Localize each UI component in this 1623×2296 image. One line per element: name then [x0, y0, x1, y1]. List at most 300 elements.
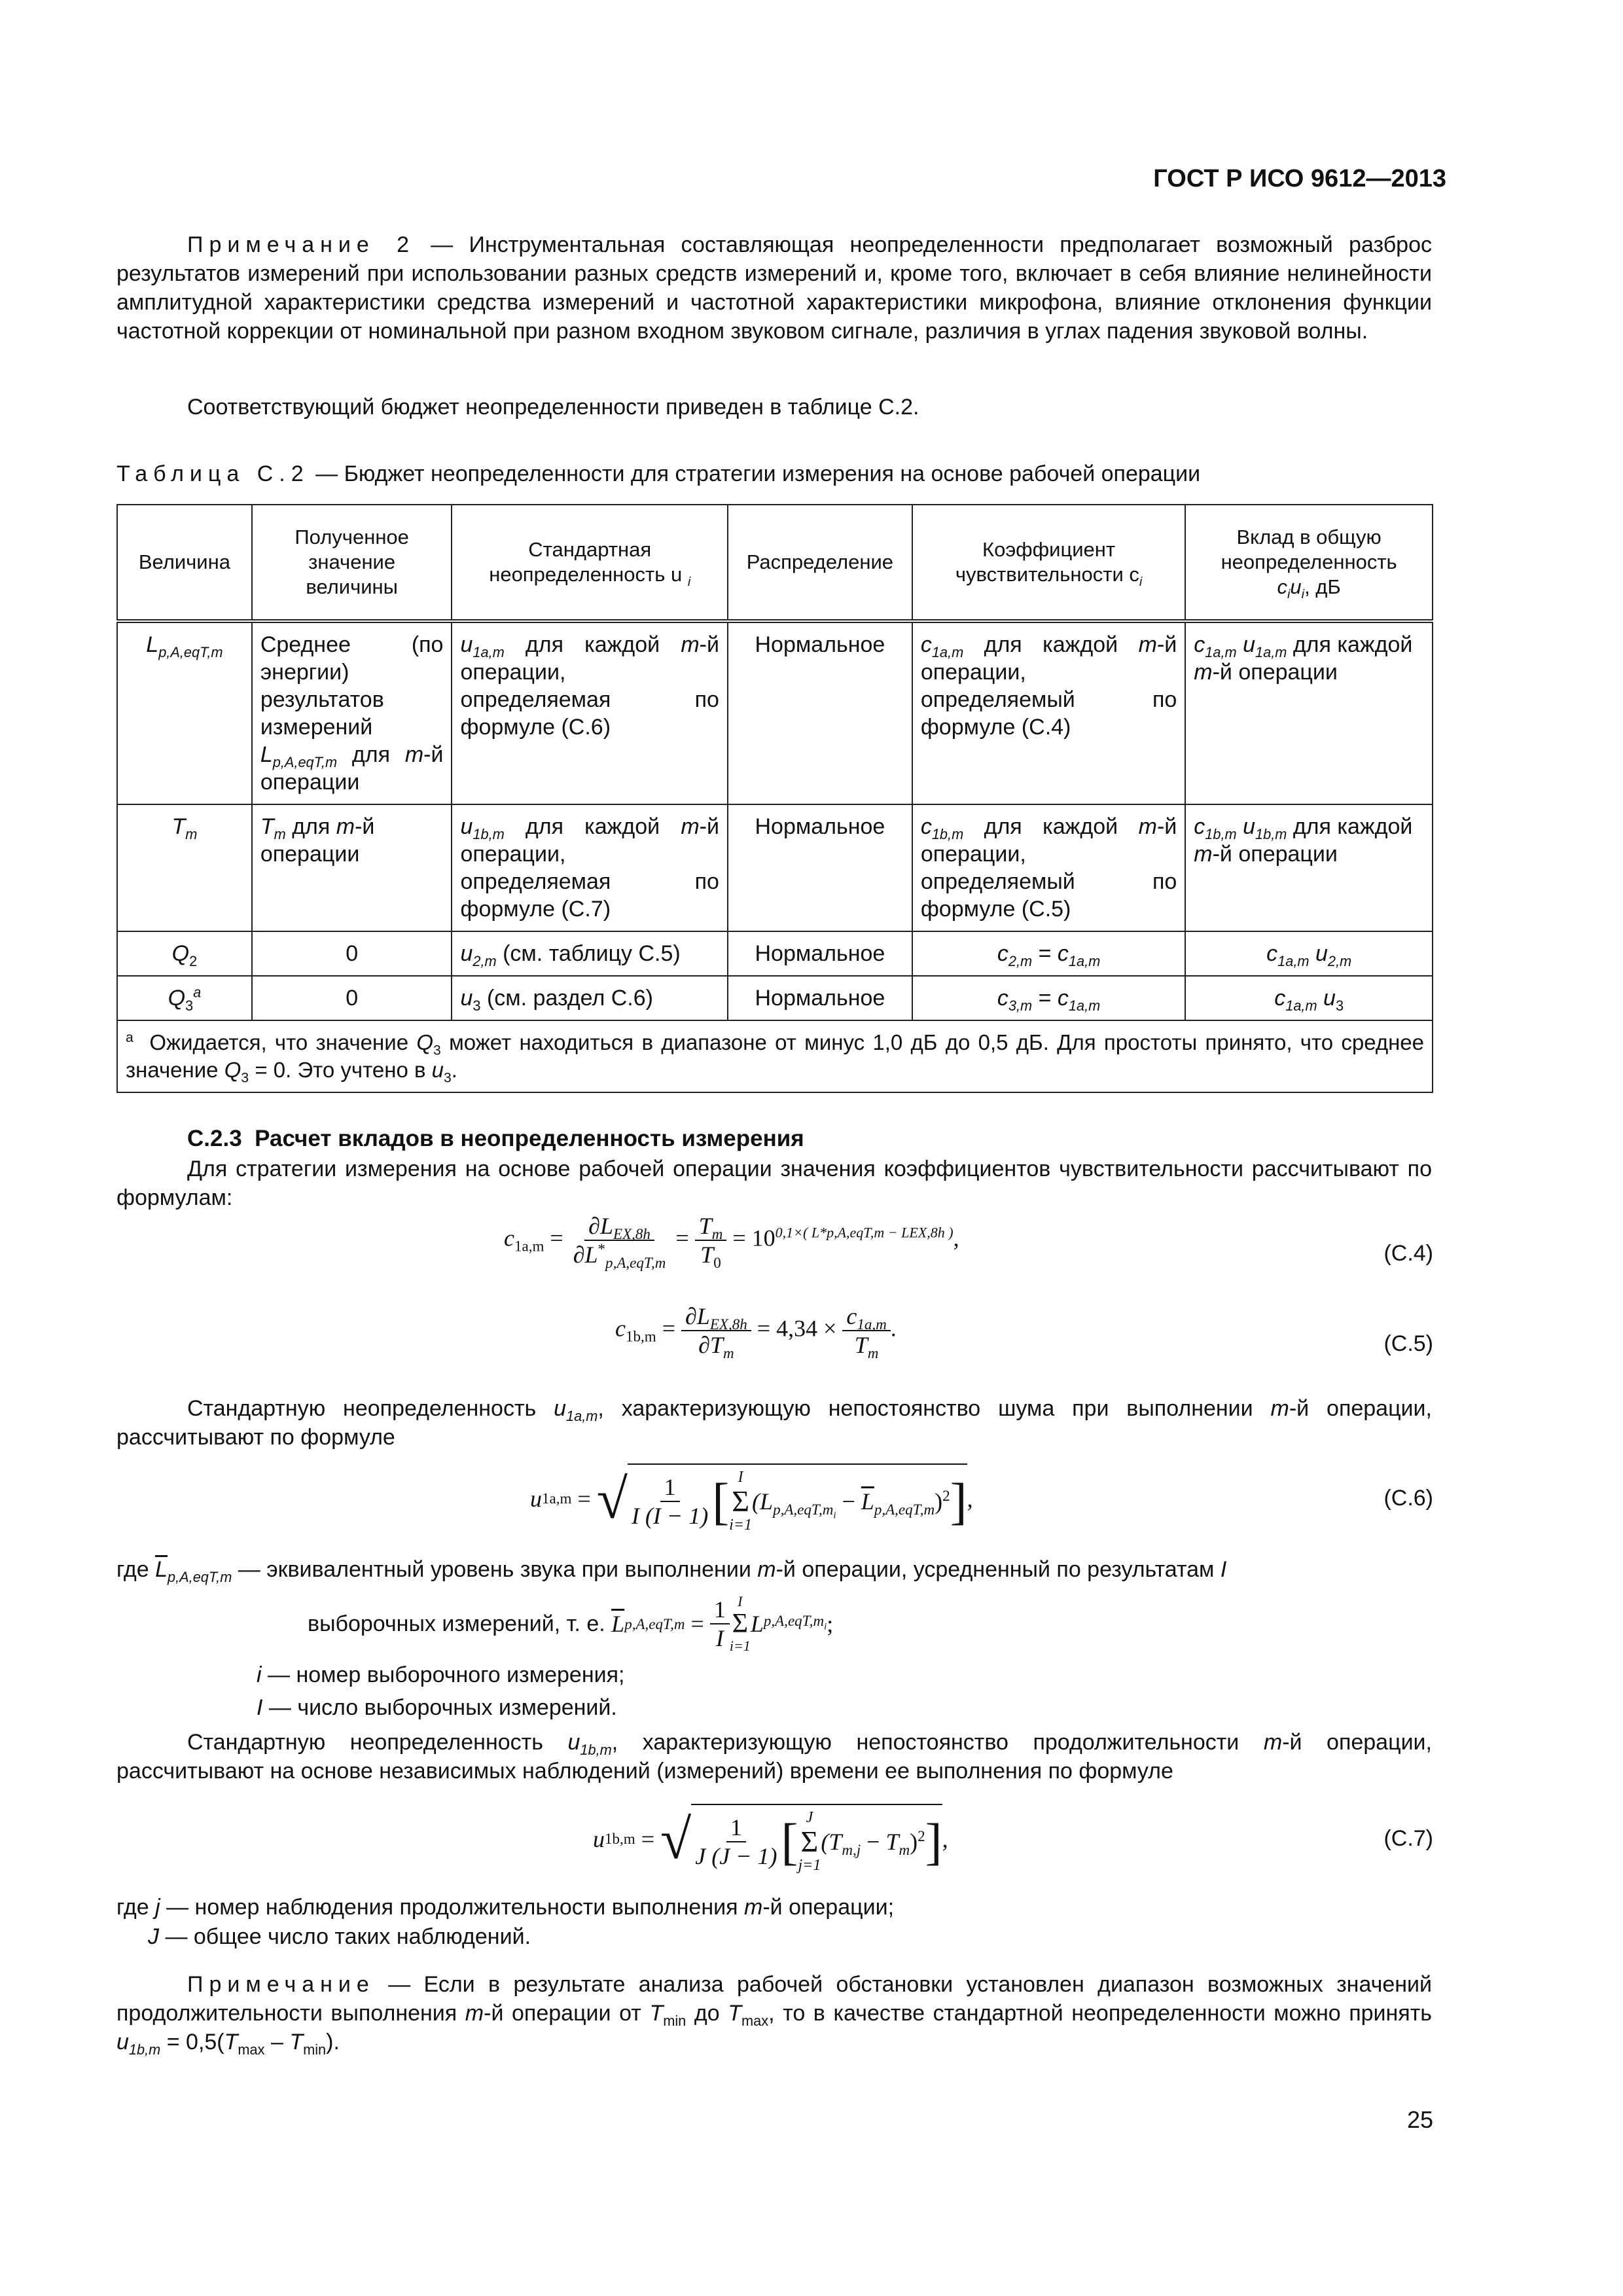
sub: EX,8h [613, 1225, 651, 1243]
sym: I [257, 1695, 263, 1720]
sub: 3,m [1008, 997, 1033, 1014]
text: выборочных измерений, т. е. [308, 1611, 605, 1636]
sub: max [238, 2041, 265, 2058]
tail: , [942, 1826, 948, 1852]
sym: m [757, 1557, 776, 1582]
sym: c [1274, 986, 1286, 1011]
text: -й операции [1212, 842, 1338, 867]
sym: $\overline{L}$ [155, 1557, 168, 1582]
formula-c4 [504, 1212, 959, 1272]
text: , характеризующую непостоянство шума при выполнении [597, 1396, 1253, 1421]
text: -й операции от [484, 2001, 641, 2026]
text: может находиться в диапазоне от минус 1,0 дБ до 0,5 дБ. Для простоты принято, что среднее значение [126, 1030, 1425, 1082]
fraction [710, 1596, 730, 1652]
text: -й операции [1212, 660, 1338, 685]
sum-top: I [738, 1469, 743, 1486]
sub: 3 [433, 1043, 441, 1058]
text: Ожидается, что значение [149, 1030, 409, 1054]
eq: = [550, 1225, 563, 1251]
sub: i [833, 1510, 836, 1521]
sub: 2 [189, 952, 198, 969]
sum-bottom: i=1 [729, 1516, 753, 1534]
fraction [628, 1473, 712, 1530]
sym: Q [171, 941, 190, 966]
sym: u [1243, 814, 1256, 839]
cell-distribution: Нормальное [728, 621, 912, 804]
text: для [292, 814, 330, 839]
sym: (L [752, 1488, 774, 1515]
cell-contribution [1185, 931, 1433, 976]
unit: , дБ [1304, 575, 1341, 598]
sub: EX,8h [709, 1316, 747, 1333]
text: для каждой [1293, 632, 1413, 657]
sym: c [846, 1303, 857, 1329]
sym: c [920, 632, 932, 657]
tail: ; [827, 1611, 834, 1637]
where-lbar-continued [308, 1593, 833, 1655]
cell-quantity [117, 976, 252, 1020]
uncertainty-budget-table [116, 504, 1433, 1093]
section-number: С.2.3 [187, 1126, 242, 1151]
fraction [842, 1302, 890, 1362]
col-sensitivity [912, 505, 1185, 621]
sqrt-icon: √ [660, 1808, 692, 1871]
numerator: 1 [660, 1473, 680, 1502]
text: -й операции, определяемая по формуле (С.7) [460, 814, 719, 922]
exponent: 0,1×( L*p,A,eqT,m − LEX,8h ) [775, 1224, 954, 1241]
table-caption [116, 459, 1432, 488]
sym: j [155, 1895, 160, 1920]
denominator [569, 1240, 670, 1272]
sym: m [743, 1895, 763, 1920]
sub: 3 [185, 997, 194, 1014]
cell-contribution [1185, 976, 1433, 1020]
sup: 2 [918, 1827, 925, 1844]
text: -й операции, рассчитывают по формуле [116, 1396, 1432, 1450]
sub: max [741, 2012, 769, 2029]
text: . [451, 1058, 457, 1082]
sym: ∂L [588, 1213, 613, 1239]
text: — номер выборочного измерения; [268, 1662, 625, 1687]
numerator [584, 1212, 654, 1241]
sub: 1a,m [931, 643, 964, 660]
mean-formula [611, 1593, 833, 1655]
sym: u [460, 814, 473, 839]
sum [729, 1469, 752, 1534]
sym: c [920, 814, 932, 839]
section-intro: Для стратегии измерения на основе рабочей операции значения коэффициентов чувствительности рассчитывают по формулам: [116, 1157, 1432, 1210]
eq: = [1038, 986, 1052, 1011]
where-j [116, 1893, 1432, 1922]
text: -й операции, определяемый по формуле (С.5) [920, 814, 1177, 922]
table-row [117, 976, 1433, 1020]
sym: T [289, 2030, 304, 2054]
table-caption-text: — Бюджет неопределенности для стратегии измерения на основе рабочей операции [315, 461, 1201, 486]
cell-std-uncertainty [452, 976, 728, 1020]
sub: 3 [1335, 997, 1344, 1014]
fraction [681, 1302, 751, 1362]
sub: 1b,m [931, 825, 964, 842]
cell-contribution [1185, 621, 1433, 804]
sup: * [597, 1240, 606, 1257]
formula-c5-number: (С.5) [1383, 1331, 1433, 1356]
text: – [264, 2030, 290, 2054]
formula-c6 [530, 1463, 973, 1534]
sym: T [854, 1332, 868, 1358]
sym: m [681, 632, 700, 657]
sub: m [867, 1344, 879, 1362]
text: — число выборочных измерений. [268, 1695, 617, 1720]
footnote-mark: a [126, 1030, 134, 1045]
text: где [116, 1557, 149, 1582]
numerator [681, 1302, 751, 1331]
sym: Q [224, 1058, 241, 1082]
sub: p,A,eqT,m [605, 1254, 666, 1272]
numerator: 1 [710, 1596, 730, 1624]
sym: u [1243, 632, 1256, 657]
formula-c5 [615, 1302, 897, 1362]
formula-c7 [593, 1804, 948, 1874]
sym: T [698, 1213, 712, 1239]
sym: u [567, 1730, 580, 1755]
sym: u [593, 1826, 605, 1852]
sym: m [1270, 1396, 1289, 1421]
sym: m [1194, 842, 1213, 867]
sub: m [711, 1225, 723, 1243]
text: = 0,5( [166, 2030, 224, 2054]
sigma-icon: Σ [732, 1484, 749, 1518]
sym: $\overline{L}$ [611, 1611, 625, 1637]
note-end [116, 1970, 1432, 2056]
section-title: Расчет вкладов в неопределенность измерения [255, 1126, 804, 1151]
sym: L [146, 632, 159, 657]
col-value: Полученное значение величины [252, 505, 452, 621]
sym: ∂T [698, 1332, 723, 1358]
table-row [117, 931, 1433, 976]
minus: − [836, 1488, 861, 1515]
sub: p,A,eqT,m [874, 1500, 935, 1518]
sub: 1a,m [857, 1316, 887, 1333]
cell-sensitivity [912, 621, 1185, 804]
sym: T [700, 1242, 714, 1268]
text: — эквивалентный уровень звука при выполнении [238, 1557, 751, 1582]
text: -й операции [260, 814, 375, 867]
sub: m [899, 1841, 910, 1859]
bracket-open-icon: [ [781, 1813, 798, 1870]
cell-value: 0 [252, 976, 452, 1020]
col-quantity: Величина [117, 505, 252, 621]
sym: L [260, 742, 273, 767]
sym: T [171, 814, 186, 839]
cell-value: 0 [252, 931, 452, 976]
sym: T [260, 814, 274, 839]
sym: m [465, 2001, 484, 2026]
bracket-close-icon: ] [950, 1473, 967, 1530]
cell-distribution: Нормальное [728, 931, 912, 976]
bracket-open-icon: [ [712, 1473, 730, 1530]
table-row [117, 804, 1433, 931]
cell-distribution: Нормальное [728, 976, 912, 1020]
sym: u [431, 1058, 444, 1082]
sym: c [997, 941, 1008, 966]
sym: Q [416, 1030, 434, 1054]
sym: m [1138, 814, 1157, 839]
sym: T [885, 1829, 899, 1855]
sym: m [336, 814, 355, 839]
text: (см. таблицу С.5) [503, 941, 681, 966]
text: (см. раздел С.6) [486, 986, 653, 1011]
sup: a [193, 984, 202, 1001]
note-2 [116, 230, 1432, 346]
cell-distribution: Нормальное [728, 804, 912, 931]
text: -й операции, определяемая по формуле (С.6) [460, 632, 719, 740]
sym: I [715, 1625, 724, 1651]
sub: 1b,m [473, 825, 505, 842]
sub: m [722, 1344, 734, 1362]
cell-quantity [117, 621, 252, 804]
sqrt-body [628, 1463, 967, 1534]
sym: m [681, 814, 700, 839]
sym: u [116, 2030, 129, 2054]
sym: u [554, 1396, 567, 1421]
sub: 1a,m [1277, 952, 1310, 969]
sub: min [663, 2012, 687, 2029]
cell-sensitivity [912, 804, 1185, 931]
text: -й операции; [762, 1895, 895, 1920]
col-distribution: Распределение [728, 505, 912, 621]
sym: m [1194, 660, 1213, 685]
sub: 1a,m [566, 1407, 598, 1424]
col-std-uncertainty-sym [687, 563, 691, 590]
sub: 3 [473, 997, 481, 1014]
sub: 1b,m [625, 1327, 656, 1345]
sym: u [1323, 986, 1336, 1011]
sqrt-body [691, 1804, 942, 1874]
sym: T [649, 2001, 664, 2026]
sym: m [1263, 1730, 1283, 1755]
document-header: ГОСТ Р ИСО 9612—2013 [1153, 165, 1446, 192]
denominator [694, 1331, 738, 1362]
where-lbar [116, 1555, 1432, 1584]
col-contribution-text: Вклад в общую неопределенность [1221, 526, 1397, 573]
text: Среднее (по энергии) результатов измерений [260, 632, 444, 740]
sub: i [1287, 587, 1291, 602]
text: для каждой [984, 814, 1118, 839]
sub: p,A,eqT,m [272, 753, 338, 770]
den-text: I (I − 1) [631, 1503, 709, 1529]
numerator: 1 [726, 1814, 746, 1842]
formula-c4-number: (С.4) [1383, 1241, 1433, 1266]
formula-c6-number: (С.6) [1383, 1486, 1433, 1511]
sum-top: I [738, 1593, 743, 1609]
tail: , [967, 1486, 973, 1512]
sym: c [1194, 632, 1205, 657]
text: -й операции, усредненный по результатам [776, 1557, 1215, 1582]
where-I [257, 1695, 617, 1721]
sub: min [303, 2041, 327, 2058]
text: = 0. Это учтено в [255, 1058, 426, 1082]
sym: ∂L [685, 1303, 710, 1329]
sym: Q [168, 986, 186, 1011]
page-number: 25 [1406, 2106, 1433, 2133]
text: до [694, 2001, 720, 2026]
cell-std-uncertainty [452, 804, 728, 931]
sym: c [1057, 986, 1069, 1011]
table-row [117, 621, 1433, 804]
sym: u [530, 1486, 542, 1512]
sub: 1a,m [1205, 643, 1237, 660]
text: Стандартную неопределенность [187, 1730, 543, 1755]
sub: m [185, 825, 198, 842]
sub: p,A,eqT,m [158, 643, 223, 660]
sym: T [728, 2001, 741, 2026]
cell-quantity [117, 931, 252, 976]
sub: 1a,m [473, 643, 505, 660]
sym: J [148, 1924, 159, 1949]
sym: c [997, 986, 1008, 1011]
denominator [696, 1241, 725, 1272]
sym: u [1315, 941, 1328, 966]
paragraph-u1a [116, 1394, 1432, 1452]
sym: T [224, 2030, 238, 2054]
sub: 2,m [1327, 952, 1352, 969]
table-header-row [117, 505, 1433, 621]
sym: (T [821, 1829, 842, 1855]
eq: = [690, 1611, 704, 1637]
paragraph-u1b [116, 1728, 1432, 1785]
den-text: J (J − 1) [695, 1843, 777, 1869]
sub: p,A,eqT,m [624, 1615, 685, 1632]
denominator [712, 1624, 728, 1652]
minus: − [861, 1829, 886, 1855]
eq: = [577, 1486, 591, 1512]
table-caption-label: Таблица С.2 [116, 461, 310, 486]
sym: m [1138, 632, 1157, 657]
close: ) [935, 1488, 943, 1515]
cell-std-uncertainty [452, 621, 728, 804]
sym: I [1220, 1557, 1227, 1582]
sub: 2,m [473, 952, 497, 969]
fraction [569, 1212, 670, 1272]
numerator [695, 1212, 727, 1241]
sigma-icon: Σ [732, 1609, 749, 1639]
sub: 1a,m [514, 1237, 544, 1255]
eq: = [641, 1826, 655, 1852]
sub: 1b,m [580, 1741, 612, 1758]
sum-top: J [806, 1809, 813, 1826]
sym: c [1057, 941, 1069, 966]
sym: $\overline{L}$ [861, 1488, 874, 1515]
sub: 1a,m [542, 1490, 572, 1507]
text: Стандартную неопределенность [187, 1396, 537, 1421]
tail: . [890, 1315, 897, 1342]
sub: 1a,m [1255, 643, 1287, 660]
section-heading [116, 1124, 1432, 1153]
numerator [842, 1302, 890, 1331]
cell-value [252, 621, 452, 804]
text: для [351, 742, 390, 767]
sym: u [460, 986, 473, 1011]
sub: 1b,m [1205, 825, 1237, 842]
sub: p,A,eqT,m [168, 1568, 232, 1585]
fraction [691, 1814, 781, 1870]
eq: = [1038, 941, 1052, 966]
cell-sensitivity [912, 976, 1185, 1020]
note-end-label: Примечание [187, 1972, 375, 1997]
text: для каждой [525, 814, 660, 839]
sym: m [404, 742, 424, 767]
sigma-icon: Σ [800, 1825, 819, 1858]
col-sensitivity-sym [1139, 563, 1143, 590]
cell-value [252, 804, 452, 931]
text: — номер наблюдения продолжительности выполнения [166, 1895, 738, 1920]
text: ). [326, 2030, 340, 2054]
sub: 0 [713, 1254, 721, 1272]
sub: p,A,eqT,m [773, 1500, 834, 1518]
where-J [148, 1924, 531, 1950]
sum [798, 1809, 821, 1874]
fraction [695, 1212, 727, 1272]
sym: u [460, 941, 473, 966]
note-2-text: — Инструментальная составляющая неопределенности предполагает возможный разброс результатов измерений при использовании разных средств измерений и, кроме того, включает в себя влияние нелинейности амплитудной характеристики средства измерений и частотной характеристики микрофона, влияние отклонения функции частотной коррекции от номинальной при разном входном звуковом сигнале, различия в углах падения звуковой волны. [116, 232, 1432, 344]
sym: L [750, 1611, 764, 1637]
sub: 1a,m [1068, 952, 1101, 969]
sqrt-icon: √ [596, 1467, 628, 1530]
sym: c [1266, 941, 1278, 966]
sub: i [1139, 575, 1143, 590]
sub: 1a,m [1068, 997, 1101, 1014]
col-std-uncertainty [452, 505, 728, 621]
denominator [691, 1842, 781, 1870]
eq: = 4,34 × [757, 1315, 837, 1342]
sum [730, 1593, 751, 1655]
sub: 3 [444, 1070, 452, 1086]
sym-u: u [1290, 575, 1302, 598]
sym: c [1194, 814, 1205, 839]
sum-bottom: i=1 [729, 1638, 751, 1654]
text: , характеризующую непостоянство продолжительности [611, 1730, 1240, 1755]
denominator [851, 1331, 883, 1362]
sym: u [460, 632, 473, 657]
text: для каждой [1293, 814, 1413, 839]
formula-c7-number: (С.7) [1383, 1826, 1433, 1851]
col-sensitivity-text: Коэффициент чувствительности c [955, 538, 1139, 586]
sub: 3 [241, 1070, 249, 1086]
sub: i [824, 1621, 827, 1632]
sub: m,j [842, 1841, 861, 1859]
sub: 1b,m [1255, 825, 1287, 842]
cell-contribution [1185, 804, 1433, 931]
col-contribution [1185, 505, 1433, 621]
sum-body [752, 1486, 950, 1521]
sub: 1a,m [1285, 997, 1317, 1014]
text: , то в качестве стандартной неопределенности можно принять [768, 2001, 1432, 2026]
cell-quantity [117, 804, 252, 931]
bracket-close-icon: ] [925, 1813, 942, 1870]
sym-c: c [1277, 575, 1288, 598]
tail: , [953, 1225, 959, 1251]
where-i [257, 1662, 624, 1688]
sum-body [821, 1827, 925, 1859]
sym: c [504, 1225, 514, 1251]
sub: 1b,m [128, 2041, 161, 2058]
text: -й операции, определяемый по формуле (С.4) [920, 632, 1177, 740]
text: -й операции [260, 742, 444, 795]
table-footnote-row [117, 1020, 1433, 1092]
note-2-label: Примечание 2 [187, 232, 415, 257]
text: — общее число таких наблюдений. [165, 1924, 531, 1949]
text: где [116, 1895, 149, 1920]
